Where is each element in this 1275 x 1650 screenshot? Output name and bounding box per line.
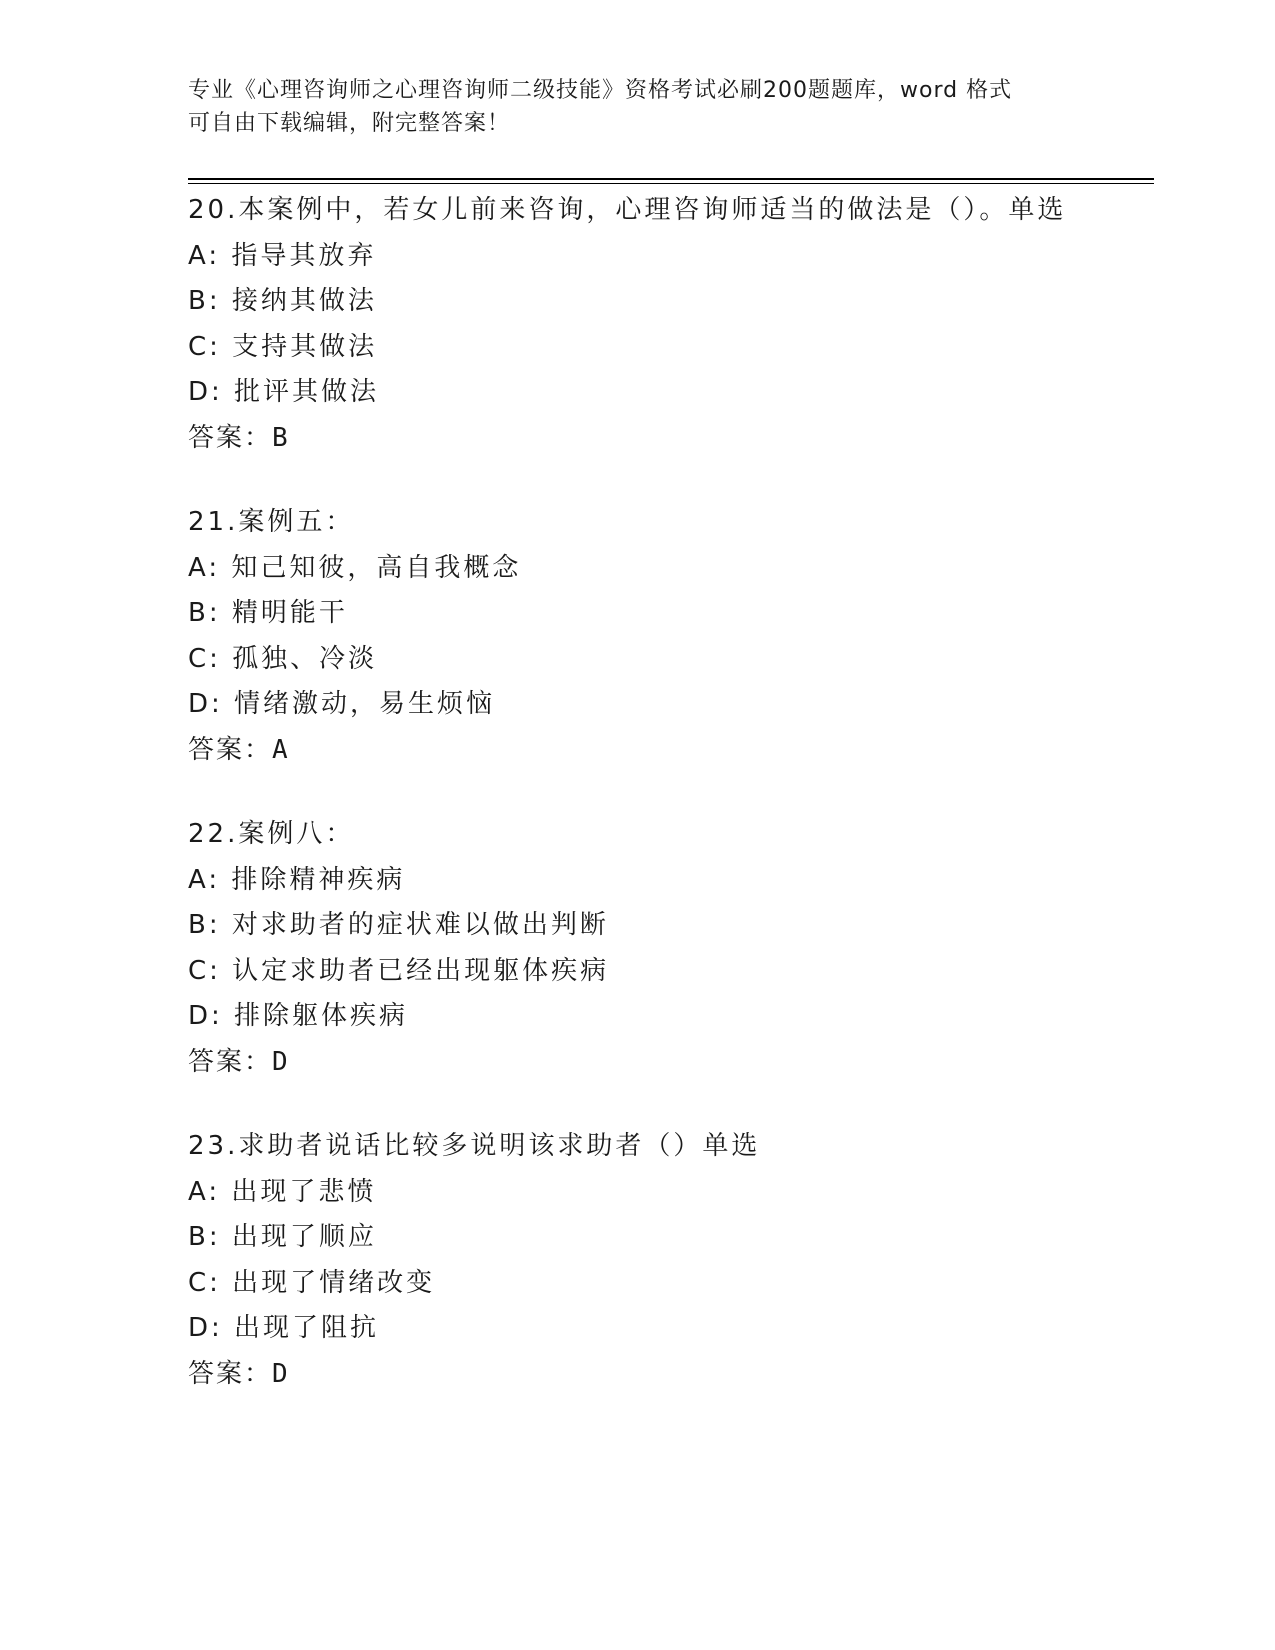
question-20 (188, 188, 1154, 461)
header-divider-thick (188, 178, 1154, 180)
answer-value: A (272, 734, 288, 765)
option-c: C: 孤独、冷淡 (188, 643, 378, 674)
option-c: C: 认定求助者已经出现躯体疾病 (188, 955, 610, 986)
option-c: C: 支持其做法 (188, 331, 378, 362)
answer-label: 答案： (188, 422, 273, 453)
answer-value: D (272, 1358, 288, 1389)
option-d: D: 情绪激动，易生烦恼 (188, 689, 496, 719)
option-c: C: 出现了情绪改变 (188, 1267, 436, 1298)
option-d: D: 批评其做法 (188, 377, 380, 407)
option-b: B: 出现了顺应 (188, 1222, 377, 1252)
question-stem: 21.案例五： (188, 507, 355, 537)
question-stem: 23.求助者说话比较多说明该求助者（）单选 (188, 1131, 761, 1161)
question-list (188, 188, 1154, 1436)
option-b: B: 对求助者的症状难以做出判断 (188, 910, 609, 940)
question-stem: 20.本案例中，若女儿前来咨询，心理咨询师适当的做法是（）。单选 (188, 195, 1067, 225)
answer-label: 答案： (188, 734, 273, 765)
header-divider-thin (188, 183, 1154, 184)
question-stem: 22.案例八： (188, 819, 355, 849)
answer-line (188, 416, 1154, 462)
option-a: A: 指导其放弃 (188, 240, 377, 271)
answer-label: 答案： (188, 1046, 273, 1077)
option-a: A: 出现了悲愤 (188, 1176, 377, 1207)
question-23 (188, 1124, 1154, 1397)
option-d: D: 排除躯体疾病 (188, 1001, 409, 1031)
option-b: B: 接纳其做法 (188, 286, 377, 316)
answer-value: B (272, 422, 288, 453)
option-b: B: 精明能干 (188, 598, 348, 628)
header-title-line-2: 可自由下载编辑，附完整答案！ (188, 111, 511, 136)
answer-line (188, 1040, 1154, 1086)
answer-line (188, 1352, 1154, 1398)
option-a: A: 排除精神疾病 (188, 864, 406, 895)
answer-line (188, 728, 1154, 774)
header-title-line-1: 专业《心理咨询师之心理咨询师二级技能》资格考试必刷200题题库，word 格式 (188, 78, 1013, 103)
option-d: D: 出现了阻抗 (188, 1313, 380, 1343)
option-a: A: 知己知彼，高自我概念 (188, 552, 522, 583)
answer-label: 答案： (188, 1358, 273, 1389)
question-21 (188, 500, 1154, 773)
answer-value: D (272, 1046, 288, 1077)
document-header (188, 74, 1088, 140)
question-22 (188, 812, 1154, 1085)
